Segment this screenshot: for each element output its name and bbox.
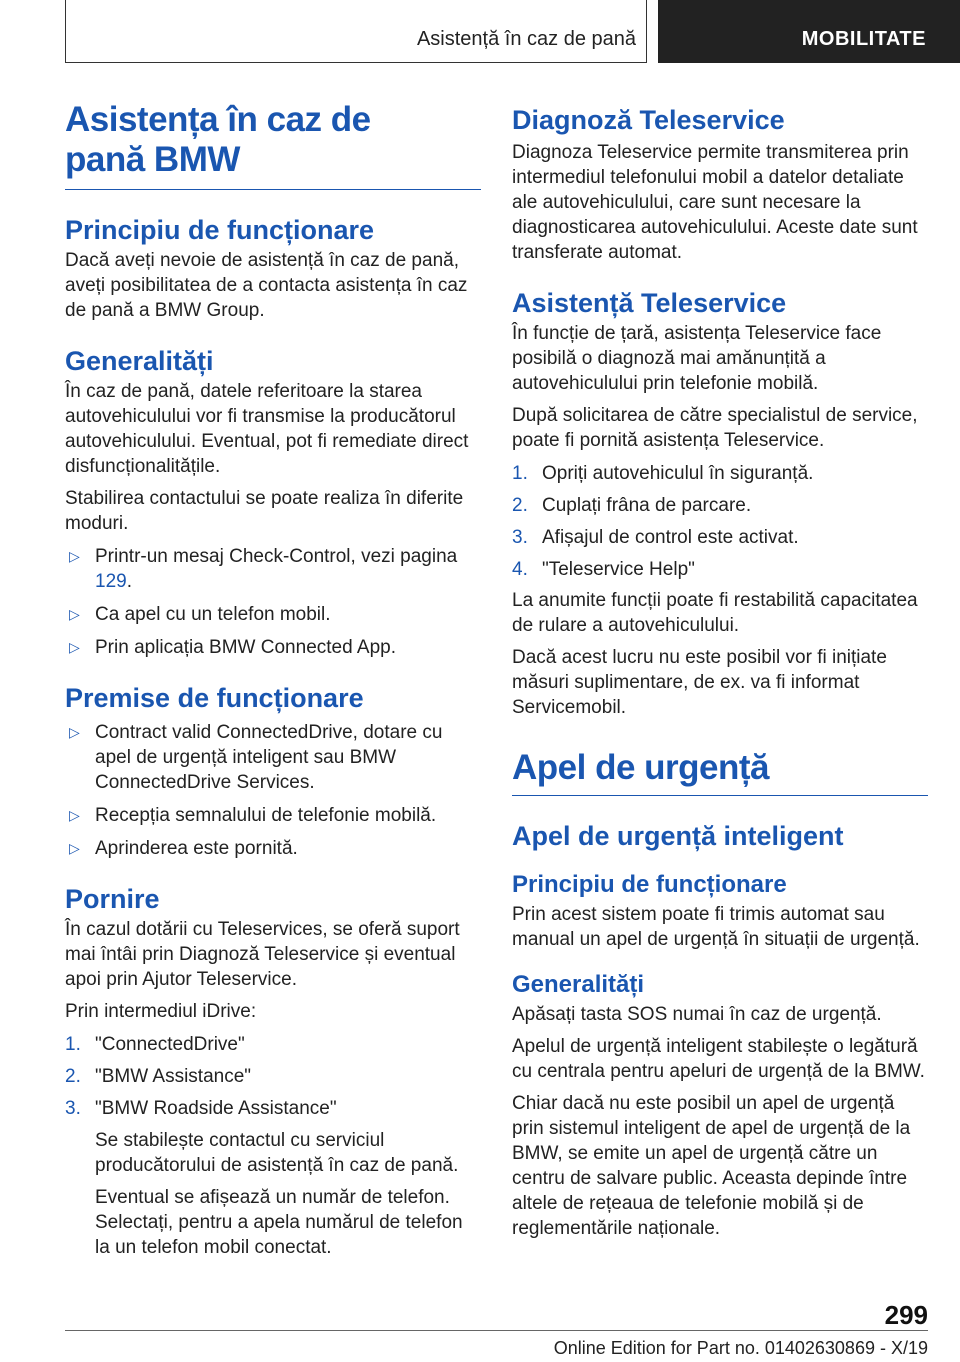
heading-asistenta-teleservice: Asistență Teleservice [512, 288, 787, 318]
title-rule [65, 189, 481, 190]
triangle-bullet-icon: ▷ [69, 724, 80, 740]
text-generalitati-1: În caz de pană, datele referitoare la starea autovehiculului vor fi transmise la producătorul autovehiculului. Eventual, pot fi remediate direct disfuncționalitățile. [65, 381, 469, 477]
page-number: 299 [884, 1300, 928, 1330]
text-asistenta-3: La anumite funcții poate fi restabilită capacitatea de rulare a autovehiculului. [512, 590, 918, 636]
step-item: 3. "BMW Roadside Assistance" [65, 1098, 337, 1119]
main-title: Asistența în caz de pană BMW [65, 100, 371, 179]
triangle-bullet-icon: ▷ [69, 548, 80, 564]
text-apel-2: Apelul de urgență inteligent stabilește o legătură cu centrala pentru apeluri de urgență de la BMW. [512, 1036, 925, 1082]
list-item: ▷ Recepția semnalului de telefonie mobilă. [69, 805, 437, 826]
title-rule [512, 795, 928, 796]
footer-rule [65, 1330, 928, 1331]
triangle-bullet-icon: ▷ [69, 606, 80, 622]
heading-premise: Premise de funcționare [65, 683, 364, 713]
text-asistenta-1: În funcție de țară, asistența Teleservice face posibilă o diagnoză mai amănunțită a autovehiculului prin telefonie mobilă. [512, 323, 882, 394]
text-pornire-1: În cazul dotării cu Teleservices, se oferă suport mai întâi prin Diagnoză Teleservice și eventual apoi prin Ajutor Teleservice. [65, 919, 460, 990]
subheading-generalitati: Generalități [512, 971, 645, 998]
heading-apel-inteligent: Apel de urgență inteligent [512, 821, 844, 851]
heading-pornire: Pornire [65, 884, 160, 914]
step-item: 2. "BMW Assistance" [65, 1066, 252, 1087]
header-section-title: Asistență în caz de pană [416, 28, 636, 50]
triangle-bullet-icon: ▷ [69, 639, 80, 655]
left-column [65, 100, 481, 1260]
text-apel-1: Apăsați tasta SOS numai în caz de urgență. [512, 1004, 882, 1025]
subheading-principiu: Principiu de funcționare [512, 871, 787, 898]
list-item: ▷ Aprinderea este pornită. [69, 838, 298, 859]
step-item: 1. "ConnectedDrive" [65, 1034, 245, 1055]
heading-generalitati: Generalități [65, 346, 214, 376]
heading-diagnoza: Diagnoză Teleservice [512, 105, 785, 135]
step-item: 3. Afișajul de control este activat. [512, 527, 799, 548]
page-link[interactable]: 129 [95, 571, 127, 592]
text-principiu: Dacă aveți nevoie de asistență în caz de pană, aveți posibilitatea de a contacta asistența în caz de pană a BMW Group. [65, 250, 468, 321]
step-item: 1. Opriți autovehiculul în siguranță. [512, 463, 814, 484]
list-item: ▷ Contract valid ConnectedDrive, dotare cu apel de urgență inteligent sau BMW ConnectedDrive Services. [69, 722, 443, 793]
list-item: ▷ Printr-un mesaj Check-Control, vezi pagina 129. [69, 546, 458, 592]
triangle-bullet-icon: ▷ [69, 807, 80, 823]
text-apel-3: Chiar dacă nu este posibil un apel de urgență prin sistemul inteligent de apel de urgență de la BMW, se emite un apel de urgență către un centru de salvare public. Aceasta depinde între altele de rețeaua de telefonie mobilă și de reglementările naționale. [512, 1093, 911, 1239]
step-note-1: Se stabilește contactul cu serviciul producătorului de asistență în caz de pană. [95, 1130, 459, 1176]
heading-principiu: Principiu de funcționare [65, 215, 375, 245]
text-asistenta-2: După solicitarea de către specialistul de service, poate fi pornită asistența Teleservice. [512, 405, 918, 451]
title-apel-urgenta: Apel de urgență [512, 748, 769, 787]
right-column [512, 100, 928, 1241]
text-diagnoza: Diagnoza Teleservice permite transmiterea prin intermediul telefonului mobil a datelor detaliate ale autovehiculului, care sunt necesare la diagnosticarea autovehiculului. Aceste date sunt transferate automat. [512, 142, 918, 263]
footer-edition: Online Edition for Part no. 01402630869 - X/19 [553, 1338, 928, 1358]
step-item: 4. "Teleservice Help" [512, 559, 695, 580]
text-principiu-apel: Prin acest sistem poate fi trimis automat sau manual un apel de urgență în situații de urgență. [512, 904, 920, 950]
step-item: 2. Cuplați frâna de parcare. [512, 495, 752, 516]
list-item: ▷ Ca apel cu un telefon mobil. [69, 604, 331, 625]
header-chapter-tab[interactable]: MOBILITATE [658, 0, 960, 63]
triangle-bullet-icon: ▷ [69, 840, 80, 856]
step-note-2: Eventual se afișează un număr de telefon. Selectați, pentru a apela numărul de telefon la un telefon mobil conectat. [95, 1187, 463, 1258]
text-pornire-2: Prin intermediul iDrive: [65, 1001, 257, 1022]
text-asistenta-4: Dacă acest lucru nu este posibil vor fi inițiate măsuri suplimentare, de ex. va fi informat Servicemobil. [512, 647, 887, 718]
list-item: ▷ Prin aplicația BMW Connected App. [69, 637, 396, 658]
text-generalitati-2: Stabilirea contactului se poate realiza în diferite moduri. [65, 488, 464, 534]
